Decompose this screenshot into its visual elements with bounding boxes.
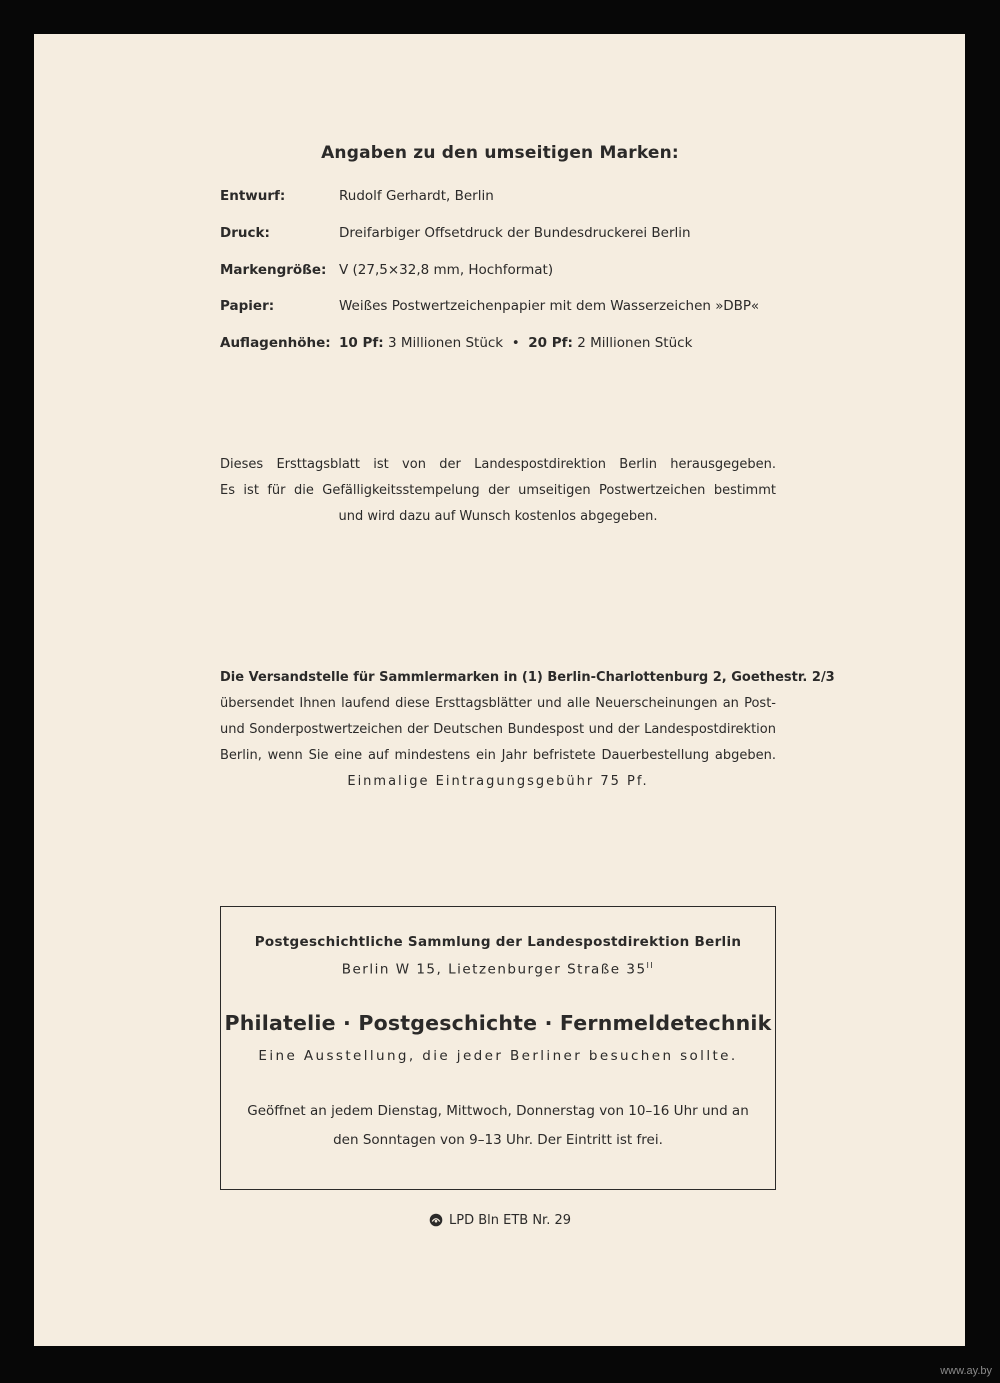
spec-label: Auflagenhöhe: — [220, 335, 331, 351]
subscription-note-line: Berlin, wenn Sie eine auf mindestens ein Jahr befristete Dauerbestellung abgeben. — [220, 748, 776, 763]
issuer-note-line: Es ist für die Gefälligkeitsstempelung der umseitigen Postwertzeichen bestimmt — [220, 483, 776, 498]
spec-value: Weißes Postwertzeichenpapier mit dem Wasserzeichen »DBP« — [339, 298, 760, 314]
footer-code — [0, 1213, 1000, 1231]
subscription-note — [220, 665, 835, 795]
opening-hours-line: Geöffnet an jedem Dienstag, Mittwoch, Donnerstag von 10–16 Uhr und an — [247, 1103, 749, 1119]
spec-label: Entwurf: — [220, 188, 286, 204]
issuer-note-line: und wird dazu auf Wunsch kostenlos abgegeben. — [338, 509, 658, 524]
spec-label: Papier: — [220, 298, 275, 314]
print-run-value-10pf: 3 Millionen Stück — [387, 335, 504, 351]
spec-row-design — [0, 188, 1000, 212]
posthorn-emblem-icon — [429, 1213, 443, 1231]
spec-value: V (27,5×32,8 mm, Hochformat) — [339, 262, 554, 278]
print-run-value-20pf: 2 Millionen Stück — [577, 335, 693, 351]
opening-hours-line: den Sonntagen von 9–13 Uhr. Der Eintritt ist frei. — [333, 1132, 663, 1148]
spec-value: Dreifarbiger Offsetdruck der Bundesdruckerei Berlin — [339, 225, 691, 241]
issuer-note — [220, 452, 776, 530]
spec-row-stamp-size — [0, 262, 1000, 286]
subscription-note-line: übersendet Ihnen laufend diese Ersttagsblätter und alle Neuerscheinungen an Post- — [220, 696, 776, 711]
bullet-separator: • — [511, 335, 520, 351]
spec-label: Markengröße: — [220, 262, 327, 278]
subscription-note-address: Die Versandstelle für Sammlermarken in (1) Berlin-Charlottenburg 2, Goethestr. 2/3 — [220, 670, 835, 685]
institution-address — [221, 961, 775, 978]
spec-value: Rudolf Gerhardt, Berlin — [339, 188, 494, 204]
print-run-value-10pf-label: 10 Pf: — [339, 335, 384, 351]
exhibition-box — [220, 906, 776, 1190]
spec-row-print-run — [0, 335, 1000, 359]
watermark: www.ay.by — [940, 1365, 992, 1377]
address-text: Berlin W 15, Lietzenburger Straße 35 — [341, 961, 647, 978]
page-title: Angaben zu den umseitigen Marken: — [321, 143, 679, 163]
spec-row-printing — [0, 225, 1000, 249]
spec-row-paper — [0, 298, 1000, 322]
exhibition-headline: Philatelie · Postgeschichte · Fernmeldetechnik — [224, 1011, 772, 1035]
print-run-value-20pf-label: 20 Pf: — [528, 335, 573, 351]
spec-value — [339, 335, 692, 351]
spec-label: Druck: — [220, 225, 270, 241]
institution-name: Postgeschichtliche Sammlung der Landespostdirektion Berlin — [254, 934, 742, 950]
exhibition-tagline: Eine Ausstellung, die jeder Berliner besuchen sollte. — [258, 1048, 738, 1064]
registration-fee: Einmalige Eintragungsgebühr 75 Pf. — [347, 774, 649, 789]
address-superscript: II — [646, 961, 655, 970]
issuer-note-line: Dieses Ersttagsblatt ist von der Landespostdirektion Berlin herausgegeben. — [220, 457, 776, 472]
footer-text: LPD Bln ETB Nr. 29 — [448, 1213, 571, 1228]
subscription-note-line: und Sonderpostwertzeichen der Deutschen Bundespost und der Landespostdirektion — [220, 722, 776, 737]
